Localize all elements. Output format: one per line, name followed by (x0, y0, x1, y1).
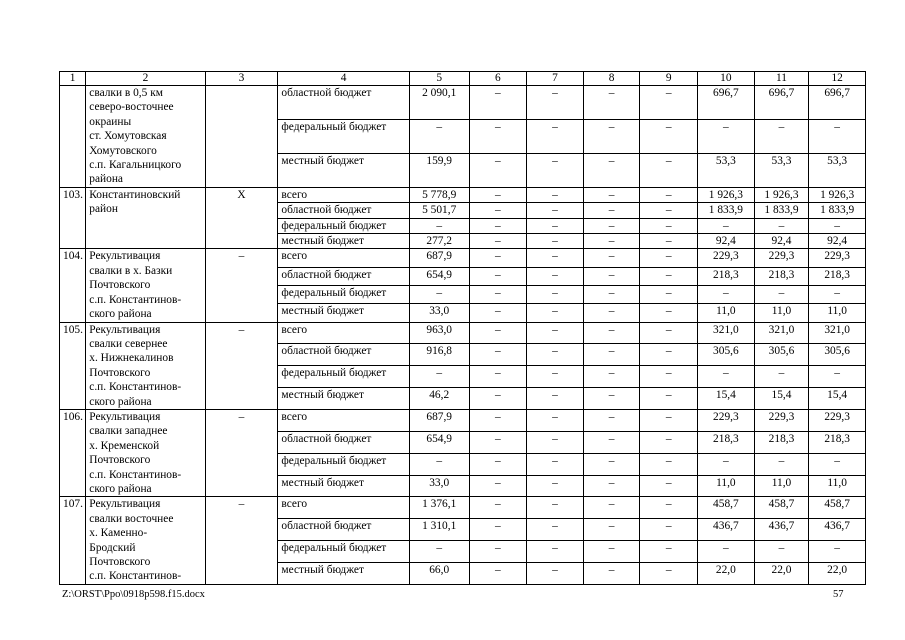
amount-cell: 11,0 (809, 475, 866, 497)
description-line: с.п. Константинов- (89, 293, 182, 306)
amount-cell: 436,7 (698, 519, 755, 541)
column-number-header-row (60, 72, 866, 86)
amount-cell: – (527, 497, 584, 519)
amount-cell: – (698, 453, 755, 475)
amount-cell: – (640, 218, 698, 233)
amount-cell: – (754, 541, 809, 563)
amount-cell: – (583, 453, 640, 475)
amount-cell: – (640, 453, 698, 475)
item-description-cell (86, 409, 205, 496)
amount-cell: – (640, 322, 698, 344)
column-header-cell: 3 (205, 72, 278, 86)
funding-source-cell: местный бюджет (278, 388, 409, 410)
amount-cell: – (640, 431, 698, 453)
table-row (60, 249, 866, 267)
column-header-cell: 9 (640, 72, 698, 86)
column-3-cell: – (205, 409, 278, 496)
item-description-cell (86, 187, 205, 249)
description-line: с.п. Константинов- (89, 381, 182, 394)
amount-cell: – (754, 285, 809, 303)
table-row (60, 322, 866, 344)
item-description-cell (86, 86, 205, 188)
amount-cell: – (527, 218, 584, 233)
description-line: Хомутовского (89, 144, 157, 157)
row-number-cell: 103. (60, 187, 86, 249)
amount-cell: – (583, 234, 640, 249)
amount-cell: – (583, 267, 640, 285)
description-line: с.п. Константинов- (89, 468, 182, 481)
amount-cell: – (527, 86, 584, 120)
amount-cell: 15,4 (754, 388, 809, 410)
amount-cell: – (469, 388, 527, 410)
column-header-cell: 7 (527, 72, 584, 86)
amount-cell: – (409, 285, 469, 303)
amount-cell: – (527, 153, 584, 187)
amount-cell: 22,0 (698, 562, 755, 584)
amount-cell: – (583, 322, 640, 344)
amount-cell: – (469, 267, 527, 285)
amount-cell: – (527, 187, 584, 202)
amount-cell: 687,9 (409, 409, 469, 431)
funding-source-cell: всего (278, 249, 409, 267)
table-row (60, 497, 866, 519)
amount-cell: 1 376,1 (409, 497, 469, 519)
amount-cell: 15,4 (809, 388, 866, 410)
funding-source-cell: областной бюджет (278, 519, 409, 541)
amount-cell: – (640, 497, 698, 519)
budget-table (59, 71, 866, 585)
amount-cell: – (583, 285, 640, 303)
column-3-cell: – (205, 249, 278, 322)
amount-cell: – (583, 409, 640, 431)
amount-cell: – (527, 322, 584, 344)
amount-cell: 33,0 (409, 304, 469, 322)
row-number-cell (60, 86, 86, 188)
amount-cell: – (469, 344, 527, 366)
amount-cell: – (469, 218, 527, 233)
amount-cell: 654,9 (409, 431, 469, 453)
description-line: х. Кременской (89, 439, 160, 452)
description-line: ского района (89, 308, 152, 321)
amount-cell: – (527, 285, 584, 303)
amount-cell: – (583, 86, 640, 120)
amount-cell: – (809, 218, 866, 233)
column-3-cell: – (205, 322, 278, 409)
amount-cell: 1 926,3 (754, 187, 809, 202)
amount-cell: – (469, 304, 527, 322)
funding-source-cell: местный бюджет (278, 475, 409, 497)
amount-cell: 321,0 (754, 322, 809, 344)
amount-cell: 1 926,3 (698, 187, 755, 202)
item-description-cell (86, 322, 205, 409)
amount-cell: – (640, 119, 698, 153)
amount-cell: 5 501,7 (409, 203, 469, 218)
column-3-cell: Х (205, 187, 278, 249)
amount-cell: 963,0 (409, 322, 469, 344)
amount-cell: 92,4 (754, 234, 809, 249)
amount-cell: – (640, 388, 698, 410)
amount-cell: 22,0 (809, 562, 866, 584)
amount-cell: 11,0 (754, 304, 809, 322)
description-line: Рекультивация (89, 410, 161, 423)
funding-source-cell: федеральный бюджет (278, 285, 409, 303)
amount-cell: 92,4 (809, 234, 866, 249)
amount-cell: – (640, 267, 698, 285)
funding-source-cell: федеральный бюджет (278, 453, 409, 475)
amount-cell: 436,7 (809, 519, 866, 541)
amount-cell: 53,3 (698, 153, 755, 187)
amount-cell: 321,0 (698, 322, 755, 344)
amount-cell: – (698, 285, 755, 303)
amount-cell: 229,3 (698, 249, 755, 267)
funding-source-cell: всего (278, 409, 409, 431)
amount-cell: – (583, 475, 640, 497)
amount-cell: – (583, 541, 640, 563)
description-line: Почтовского (89, 366, 151, 379)
column-header-cell: 10 (698, 72, 755, 86)
funding-source-cell: местный бюджет (278, 562, 409, 584)
amount-cell: 654,9 (409, 267, 469, 285)
amount-cell: – (583, 562, 640, 584)
amount-cell: 33,0 (409, 475, 469, 497)
amount-cell: – (754, 453, 809, 475)
amount-cell: 305,6 (809, 344, 866, 366)
amount-cell: 436,7 (754, 519, 809, 541)
amount-cell: – (698, 119, 755, 153)
amount-cell: – (583, 218, 640, 233)
amount-cell: – (640, 475, 698, 497)
amount-cell: 46,2 (409, 388, 469, 410)
funding-source-cell: областной бюджет (278, 203, 409, 218)
amount-cell: 1 833,9 (809, 203, 866, 218)
row-number-cell: 106. (60, 409, 86, 496)
amount-cell: – (583, 153, 640, 187)
amount-cell: 229,3 (809, 409, 866, 431)
amount-cell: – (583, 187, 640, 202)
row-number-cell: 107. (60, 497, 86, 584)
amount-cell: – (469, 541, 527, 563)
funding-source-cell: областной бюджет (278, 86, 409, 120)
amount-cell: – (583, 119, 640, 153)
amount-cell: 696,7 (809, 86, 866, 120)
amount-cell: – (809, 119, 866, 153)
amount-cell: – (754, 119, 809, 153)
amount-cell: 229,3 (809, 249, 866, 267)
amount-cell: – (640, 153, 698, 187)
amount-cell: – (640, 562, 698, 584)
amount-cell: – (527, 388, 584, 410)
description-line: х. Нижнекалинов (89, 352, 174, 365)
description-line: Бродский (89, 541, 136, 554)
amount-cell: – (698, 541, 755, 563)
amount-cell: – (809, 541, 866, 563)
column-header-cell: 11 (754, 72, 809, 86)
amount-cell: – (469, 86, 527, 120)
amount-cell: 159,9 (409, 153, 469, 187)
amount-cell: – (527, 249, 584, 267)
amount-cell: 277,2 (409, 234, 469, 249)
amount-cell: 218,3 (809, 431, 866, 453)
funding-source-cell: всего (278, 497, 409, 519)
amount-cell: – (469, 497, 527, 519)
amount-cell: – (469, 453, 527, 475)
funding-source-cell: всего (278, 322, 409, 344)
amount-cell: 66,0 (409, 562, 469, 584)
amount-cell: 218,3 (698, 431, 755, 453)
amount-cell: 11,0 (809, 304, 866, 322)
amount-cell: – (469, 409, 527, 431)
amount-cell: 11,0 (698, 475, 755, 497)
description-line: северо-восточнее (89, 101, 174, 114)
amount-cell: – (583, 344, 640, 366)
item-description-cell (86, 249, 205, 322)
description-line: ст. Хомутовская (89, 130, 167, 143)
table-row (60, 409, 866, 431)
column-3-cell: – (205, 497, 278, 584)
description-line: Почтовского (89, 454, 151, 467)
amount-cell: – (527, 344, 584, 366)
amount-cell: – (698, 218, 755, 233)
amount-cell: – (527, 541, 584, 563)
description-line: свалки западнее (89, 425, 168, 438)
description-line: окраины (89, 115, 132, 128)
description-line: район (89, 203, 118, 216)
amount-cell: – (469, 285, 527, 303)
amount-cell: – (640, 187, 698, 202)
table-row (60, 187, 866, 202)
amount-cell: – (583, 304, 640, 322)
amount-cell: 218,3 (754, 267, 809, 285)
item-description-cell (86, 497, 205, 584)
amount-cell: – (469, 519, 527, 541)
column-header-cell: 5 (409, 72, 469, 86)
amount-cell: – (583, 497, 640, 519)
amount-cell: 5 778,9 (409, 187, 469, 202)
funding-source-cell: федеральный бюджет (278, 218, 409, 233)
amount-cell: – (527, 366, 584, 388)
amount-cell: – (640, 366, 698, 388)
description-line: района (89, 173, 123, 186)
amount-cell: – (527, 203, 584, 218)
amount-cell: – (469, 249, 527, 267)
amount-cell: – (640, 249, 698, 267)
amount-cell: – (409, 541, 469, 563)
amount-cell: – (583, 519, 640, 541)
amount-cell: 2 090,1 (409, 86, 469, 120)
amount-cell: – (583, 388, 640, 410)
amount-cell: – (527, 119, 584, 153)
amount-cell: 229,3 (698, 409, 755, 431)
amount-cell: 1 833,9 (754, 203, 809, 218)
amount-cell: – (527, 304, 584, 322)
amount-cell: – (583, 366, 640, 388)
funding-source-cell: местный бюджет (278, 153, 409, 187)
description-line: Рекультивация (89, 323, 161, 336)
description-line: свалки в 0,5 км (89, 87, 163, 99)
amount-cell: – (469, 234, 527, 249)
amount-cell: – (640, 285, 698, 303)
amount-cell: – (469, 203, 527, 218)
amount-cell: 696,7 (754, 86, 809, 120)
amount-cell: – (409, 366, 469, 388)
amount-cell: 321,0 (809, 322, 866, 344)
amount-cell: – (527, 562, 584, 584)
amount-cell: – (527, 234, 584, 249)
description-line: Константиновский (89, 188, 181, 201)
amount-cell: – (527, 431, 584, 453)
amount-cell: – (469, 153, 527, 187)
amount-cell: – (469, 187, 527, 202)
column-header-cell: 2 (86, 72, 205, 86)
amount-cell: 305,6 (698, 344, 755, 366)
column-header-cell: 8 (583, 72, 640, 86)
amount-cell: – (809, 453, 866, 475)
description-line: свалки в х. Базки (89, 264, 173, 277)
amount-cell: 218,3 (754, 431, 809, 453)
amount-cell: 229,3 (754, 409, 809, 431)
funding-source-cell: областной бюджет (278, 431, 409, 453)
description-line: Рекультивация (89, 498, 161, 511)
amount-cell: – (809, 366, 866, 388)
amount-cell: – (640, 304, 698, 322)
funding-source-cell: областной бюджет (278, 344, 409, 366)
amount-cell: 1 833,9 (698, 203, 755, 218)
amount-cell: – (469, 562, 527, 584)
amount-cell: – (469, 431, 527, 453)
amount-cell: 1 310,1 (409, 519, 469, 541)
page-number: 57 (833, 589, 844, 600)
amount-cell: – (409, 453, 469, 475)
row-number-cell: 105. (60, 322, 86, 409)
amount-cell: – (469, 366, 527, 388)
column-header-cell: 4 (278, 72, 409, 86)
amount-cell: 53,3 (809, 153, 866, 187)
amount-cell: – (583, 203, 640, 218)
description-line: свалки севернее (89, 337, 168, 350)
funding-source-cell: федеральный бюджет (278, 541, 409, 563)
description-line: Почтовского (89, 279, 151, 292)
funding-source-cell: федеральный бюджет (278, 366, 409, 388)
column-header-cell: 12 (809, 72, 866, 86)
funding-source-cell: местный бюджет (278, 304, 409, 322)
amount-cell: 458,7 (754, 497, 809, 519)
description-line: с.п. Кагальницкого (89, 159, 182, 172)
amount-cell: – (698, 366, 755, 388)
funding-source-cell: областной бюджет (278, 267, 409, 285)
amount-cell: – (583, 249, 640, 267)
amount-cell: 458,7 (809, 497, 866, 519)
amount-cell: – (527, 409, 584, 431)
description-line: Почтовского (89, 556, 151, 568)
amount-cell: 696,7 (698, 86, 755, 120)
description-line: ского района (89, 395, 152, 408)
description-line: свалки восточнее (89, 512, 174, 525)
amount-cell: – (640, 234, 698, 249)
column-header-cell: 1 (60, 72, 86, 86)
amount-cell: – (809, 285, 866, 303)
funding-source-cell: местный бюджет (278, 234, 409, 249)
amount-cell: 687,9 (409, 249, 469, 267)
amount-cell: – (469, 119, 527, 153)
column-header-cell: 6 (469, 72, 527, 86)
amount-cell: – (469, 322, 527, 344)
amount-cell: – (409, 218, 469, 233)
amount-cell: – (640, 541, 698, 563)
amount-cell: 458,7 (698, 497, 755, 519)
funding-source-cell: всего (278, 187, 409, 202)
footer-file-path: Z:\ORST\Ppo\0918p598.f15.docx (62, 589, 205, 600)
amount-cell: 218,3 (698, 267, 755, 285)
amount-cell: – (527, 453, 584, 475)
amount-cell: – (640, 203, 698, 218)
amount-cell: – (409, 119, 469, 153)
table-row (60, 86, 866, 120)
funding-source-cell: федеральный бюджет (278, 119, 409, 153)
amount-cell: 916,8 (409, 344, 469, 366)
amount-cell: – (640, 519, 698, 541)
description-line: х. Каменно- (89, 527, 148, 540)
amount-cell: – (754, 366, 809, 388)
amount-cell: 218,3 (809, 267, 866, 285)
amount-cell: – (527, 267, 584, 285)
amount-cell: – (527, 475, 584, 497)
amount-cell: 229,3 (754, 249, 809, 267)
amount-cell: 11,0 (754, 475, 809, 497)
amount-cell: 53,3 (754, 153, 809, 187)
description-line: ского района (89, 482, 152, 495)
amount-cell: – (469, 475, 527, 497)
amount-cell: 11,0 (698, 304, 755, 322)
amount-cell: 22,0 (754, 562, 809, 584)
amount-cell: – (640, 409, 698, 431)
amount-cell: – (640, 86, 698, 120)
amount-cell: 305,6 (754, 344, 809, 366)
amount-cell: – (583, 431, 640, 453)
amount-cell: 92,4 (698, 234, 755, 249)
amount-cell: – (640, 344, 698, 366)
amount-cell: – (754, 218, 809, 233)
column-3-cell (205, 86, 278, 188)
description-line: Рекультивация (89, 250, 161, 263)
amount-cell: 1 926,3 (809, 187, 866, 202)
row-number-cell: 104. (60, 249, 86, 322)
amount-cell: 15,4 (698, 388, 755, 410)
description-line: с.п. Константинов- (89, 570, 182, 583)
amount-cell: – (527, 519, 584, 541)
